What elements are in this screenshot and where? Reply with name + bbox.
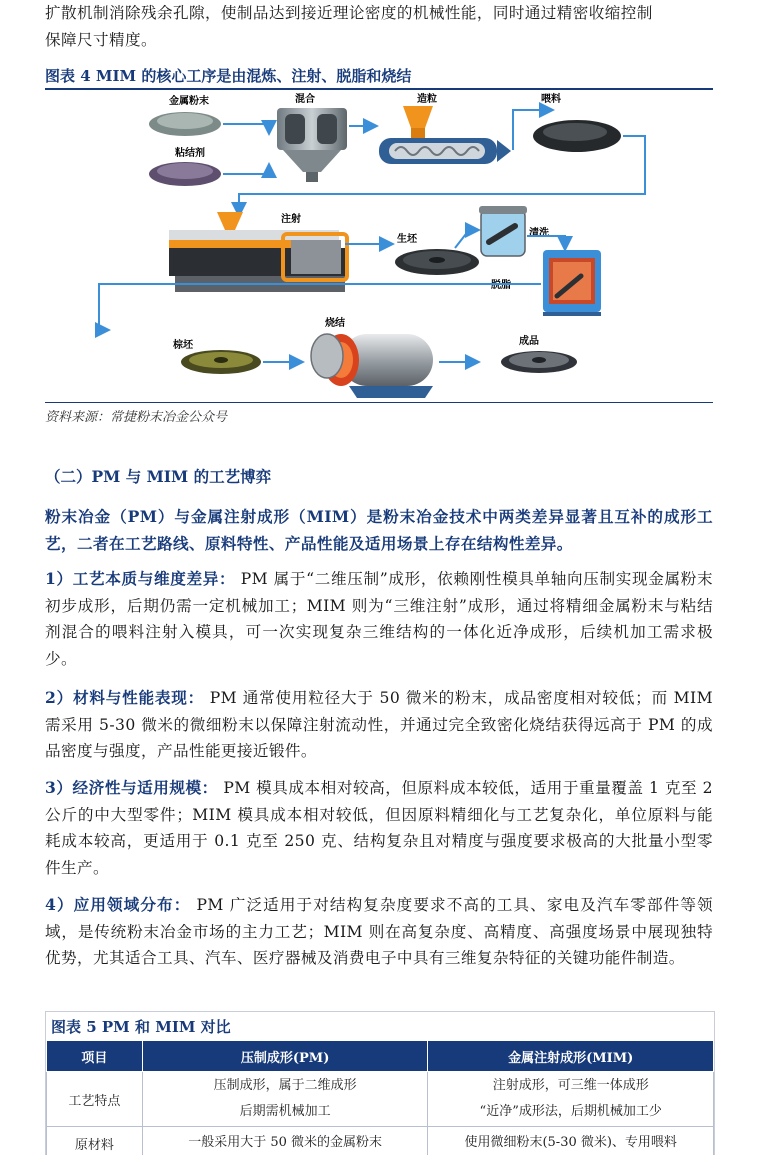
granulator-machine bbox=[379, 106, 511, 164]
figure-title: 图表 4 MIM 的核心工序是由混炼、注射、脱脂和烧结 bbox=[45, 64, 713, 88]
cell-line: “近净”成形法，后期机械加工少 bbox=[429, 1099, 712, 1125]
feedstock-highlight bbox=[543, 123, 607, 141]
point-1 bbox=[45, 566, 713, 672]
table-row bbox=[47, 1072, 714, 1127]
cell-line: 压制成形，属于二维成形 bbox=[144, 1073, 427, 1099]
point-4 bbox=[45, 892, 713, 972]
point-label: 1）工艺本质与维度差异： bbox=[45, 569, 235, 588]
point-text: PM 属于“二维压制”成形，依赖刚性模具单轴向压制实现金属粉末初步成形，后期仍需一定机械加工；MIM 则为“三维注射”成形，通过将精细金属粉末与粘结剂混合的喂料注射入模具，可一次实现复杂三维结构的一体化近净成形，后续机加工需求极少。 bbox=[45, 570, 713, 668]
header-item: 项目 bbox=[47, 1041, 143, 1072]
mixer-machine bbox=[277, 108, 347, 182]
binder-highlight bbox=[157, 163, 213, 179]
mim-process-diagram bbox=[45, 90, 713, 402]
label-injection: 注射 bbox=[281, 212, 301, 225]
point-label: 4）应用领域分布： bbox=[45, 895, 190, 914]
arrow-green-to-clean bbox=[455, 230, 479, 248]
green-part-hole bbox=[429, 257, 445, 263]
section-heading: （二）PM 与 MIM 的工艺博弈 bbox=[45, 465, 271, 487]
cell-pm bbox=[142, 1072, 428, 1127]
comparison-table bbox=[46, 1040, 714, 1155]
header-pm: 压制成形(PM) bbox=[142, 1041, 428, 1072]
label-product: 成品 bbox=[519, 334, 539, 347]
point-text: PM 通常使用粒径大于 50 微米的粉末，成品密度相对较低；而 MIM 需采用 5-30 微米的微细粉末以保障注射流动性，并通过完全致密化烧结获得远高于 PM 的成品密度与强度，产品性能更接近锻件。 bbox=[45, 689, 713, 760]
brown-part-hole bbox=[214, 357, 228, 363]
cell-line: 使用微细粉末(5-30 微米)、专用喂料 bbox=[429, 1130, 712, 1155]
label-green-part: 生坯 bbox=[397, 232, 418, 245]
label-mixing: 混合 bbox=[295, 92, 315, 105]
cleaning-jar bbox=[479, 206, 527, 256]
product-hole bbox=[532, 357, 546, 363]
label-binder: 粘结剂 bbox=[174, 146, 205, 159]
cell-item: 原材料 bbox=[47, 1127, 143, 1155]
table-header-row bbox=[47, 1041, 714, 1072]
table-row bbox=[47, 1127, 714, 1155]
point-3 bbox=[45, 775, 713, 881]
figure-source: 资料来源：常捷粉末冶金公众号 bbox=[45, 406, 227, 425]
summary-paragraph: 粉末冶金（PM）与金属注射成形（MIM）是粉末冶金技术中两类差异显著且互补的成形工艺，二者在工艺路线、原料特性、产品性能及适用场景上存在结构性差异。 bbox=[45, 503, 713, 557]
table5-box bbox=[45, 1011, 715, 1155]
point-label: 3）经济性与适用规模： bbox=[45, 778, 218, 797]
cell-mim bbox=[428, 1072, 714, 1127]
table5-title: 图表 5 PM 和 MIM 对比 bbox=[51, 1016, 231, 1037]
metal-powder-highlight bbox=[157, 113, 213, 129]
label-granulation: 造粒 bbox=[417, 92, 437, 105]
cell-mim bbox=[428, 1127, 714, 1155]
intro-paragraph bbox=[45, 0, 713, 53]
sintering-furnace bbox=[311, 334, 433, 398]
cell-item: 工艺特点 bbox=[47, 1072, 143, 1127]
label-brown-part: 棕坯 bbox=[173, 338, 194, 351]
header-mim: 金属注射成形(MIM) bbox=[428, 1041, 714, 1072]
point-label: 2）材料与性能表现： bbox=[45, 688, 204, 707]
label-feedstock: 喂料 bbox=[541, 92, 561, 105]
debinding-oven bbox=[543, 250, 601, 316]
intro-line: 扩散机制消除残余孔隙，使制品达到接近理论密度的机械性能，同时通过精密收缩控制 bbox=[45, 0, 713, 27]
cell-line: 一般采用大于 50 微米的金属粉末 bbox=[144, 1130, 427, 1155]
summary-block bbox=[45, 503, 713, 557]
cell-pm bbox=[142, 1127, 428, 1155]
label-cleaning: 清洗 bbox=[529, 226, 549, 239]
figure-bottom-rule bbox=[45, 402, 713, 403]
point-text: PM 模具成本相对较高，但原料成本较低，适用于重量覆盖 1 克至 2 公斤的中大型零件；MIM 模具成本相对较低，但因原料精细化与工艺复杂化，单位原料与能耗成本较高，更适用于 0.1 克至 250 克、结构复杂且对精度与强度要求极高的大批量小型零件生产。 bbox=[45, 779, 713, 877]
arrow-powder-to-mixer bbox=[223, 124, 269, 134]
cell-line: 后期需机械加工 bbox=[144, 1099, 427, 1125]
point-text: PM 广泛适用于对结构复杂度要求不高的工具、家电及汽车零部件等领域，是传统粉末冶金市场的主力工艺；MIM 则在高复杂度、高精度、高强度场景中展现独特优势，尤其适合工具、汽车、医疗器械及消费电子中具有三维复杂特征的关键功能件制造。 bbox=[45, 896, 713, 967]
label-metal-powder: 金属粉末 bbox=[169, 94, 209, 107]
label-debinding: 脱脂 bbox=[491, 278, 511, 291]
arrow-binder-to-mixer bbox=[223, 164, 269, 174]
intro-line: 保障尺寸精度。 bbox=[45, 27, 713, 54]
point-2 bbox=[45, 685, 713, 765]
label-sintering: 烧结 bbox=[325, 316, 345, 329]
injection-molding-machine bbox=[169, 212, 349, 292]
cell-line: 注射成形，可三维一体成形 bbox=[429, 1073, 712, 1099]
